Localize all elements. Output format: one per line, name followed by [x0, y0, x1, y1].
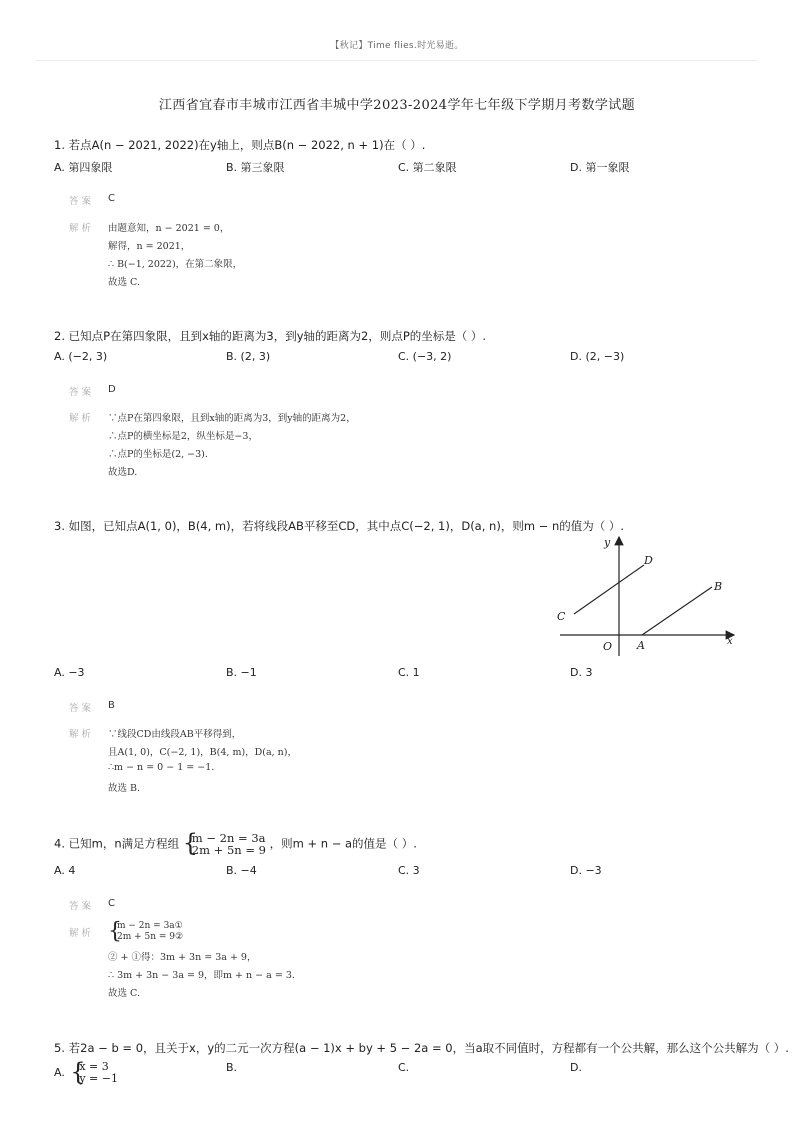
- origin-label: O: [603, 640, 613, 653]
- question-4-answer: C: [108, 898, 115, 909]
- question-2-option-a[interactable]: A. (−2, 3): [54, 350, 108, 363]
- question-4-explanation-system: { m − 2n = 3a① 2m + 5n = 9②: [108, 919, 184, 944]
- x-axis-label: x: [727, 636, 733, 647]
- question-4-option-d[interactable]: D. −3: [570, 864, 602, 877]
- question-2-option-d[interactable]: D. (2, −3): [570, 350, 625, 363]
- question-2-stem: 2. 已知点P在第四象限，且到x轴的距离为3，到y轴的距离为2，则点P的坐标是（ ）.: [54, 329, 487, 343]
- question-4-explanation-line: 故选 C.: [108, 988, 140, 999]
- question-4-option-a[interactable]: A. 4: [54, 864, 76, 877]
- answer-label: 答案: [69, 196, 95, 207]
- question-2-explanation-line: ∴点P的横坐标是2，纵坐标是−3，: [108, 431, 258, 442]
- question-2-option-c[interactable]: C. (−3, 2): [398, 350, 452, 363]
- y-axis-label: y: [604, 536, 611, 549]
- segment-cd: [574, 565, 644, 614]
- question-2-answer: D: [108, 384, 116, 395]
- question-1-explanation-line: 由题意知，n − 2021 = 0，: [108, 223, 230, 234]
- page-header: 【秋记】Time flies.时光易逝。: [330, 41, 464, 51]
- question-3-explanation-line: 故选 B.: [108, 783, 141, 794]
- question-3-explanation-line: ∵线段CD由线段AB平移得到，: [108, 729, 242, 740]
- question-5-option-b[interactable]: B.: [226, 1061, 238, 1074]
- explanation-label: 解析: [69, 413, 95, 424]
- coordinate-figure: [552, 532, 738, 658]
- segment-ab: [642, 587, 712, 635]
- question-3-option-d[interactable]: D. 3: [570, 666, 593, 679]
- question-4-explanation-line: ∴ 3m + 3n − 3a = 9，即m + n − a = 3.: [108, 970, 295, 981]
- explanation-label: 解析: [69, 928, 95, 939]
- question-3-stem: 3. 如图，已知点A(1, 0)，B(4, m)，若将线段AB平移至CD，其中点C(−2, 1)，D(a, n)，则m − n的值为（ ）.: [54, 519, 625, 533]
- question-4-option-c[interactable]: C. 3: [398, 864, 420, 877]
- question-4-option-b[interactable]: B. −4: [226, 864, 257, 877]
- question-3-explanation-line: ∴m − n = 0 − 1 = −1.: [108, 762, 215, 773]
- point-c-label: C: [557, 610, 566, 623]
- question-3-option-b[interactable]: B. −1: [226, 666, 257, 679]
- question-1-option-c[interactable]: C. 第二象限: [398, 161, 457, 174]
- question-1-explanation-line: 解得，n = 2021，: [108, 241, 191, 252]
- question-3-option-a[interactable]: A. −3: [54, 666, 85, 679]
- question-5-option-a[interactable]: A. { x = 3 y = −1: [54, 1058, 118, 1086]
- explanation-label: 解析: [69, 729, 95, 740]
- question-2-option-b[interactable]: B. (2, 3): [226, 350, 271, 363]
- explanation-label: 解析: [69, 223, 95, 234]
- point-b-label: B: [714, 580, 723, 593]
- question-3-option-c[interactable]: C. 1: [398, 666, 420, 679]
- question-1-option-d[interactable]: D. 第一象限: [570, 161, 630, 174]
- question-1-option-b[interactable]: B. 第三象限: [226, 161, 285, 174]
- question-1-explanation-line: 故选 C.: [108, 277, 140, 288]
- answer-label: 答案: [69, 703, 95, 714]
- question-5-option-c[interactable]: C.: [398, 1061, 410, 1074]
- question-2-explanation-line: ∴点P的坐标是(2, −3).: [108, 449, 208, 460]
- question-5-stem: 5. 若2a − b = 0，且关于x，y的二元一次方程(a − 1)x + by + 5 − 2a = 0，当a取不同值时，方程都有一个公共解，那么这个公共解为（ ）.: [54, 1041, 789, 1055]
- question-5-option-d[interactable]: D.: [570, 1061, 582, 1074]
- question-1-stem: 1. 若点A(n − 2021, 2022)在y轴上，则点B(n − 2022, n + 1)在（ ）.: [54, 138, 426, 152]
- question-1-option-a[interactable]: A. 第四象限: [54, 161, 113, 174]
- answer-label: 答案: [69, 901, 95, 912]
- question-1-explanation-line: ∴ B(−1, 2022)，在第二象限，: [108, 259, 243, 270]
- question-3-answer: B: [108, 700, 115, 711]
- question-4-equation-system: { m − 2n = 3a 2m + 5n = 9: [182, 829, 266, 857]
- question-2-explanation-line: ∵点P在第四象限，且到x轴的距离为3，到y轴的距离为2，: [108, 413, 356, 424]
- question-2-explanation-line: 故选D.: [108, 467, 138, 478]
- question-4-stem: 4. 已知m，n满足方程组 { m − 2n = 3a 2m + 5n = 9 ，则m + n − a的值是（ ）.: [54, 829, 417, 857]
- question-4-explanation-line: ② + ①得：3m + 3n = 3a + 9，: [108, 952, 257, 963]
- header-divider: [36, 60, 758, 61]
- question-3-explanation-line: 且A(1, 0)，C(−2, 1)，B(4, m)，D(a, n)，: [108, 747, 298, 758]
- point-a-label: A: [637, 639, 645, 652]
- answer-label: 答案: [69, 387, 95, 398]
- question-1-answer: C: [108, 193, 115, 204]
- point-d-label: D: [644, 554, 653, 567]
- document-title: 江西省宜春市丰城市江西省丰城中学2023-2024学年七年级下学期月考数学试题: [158, 98, 636, 113]
